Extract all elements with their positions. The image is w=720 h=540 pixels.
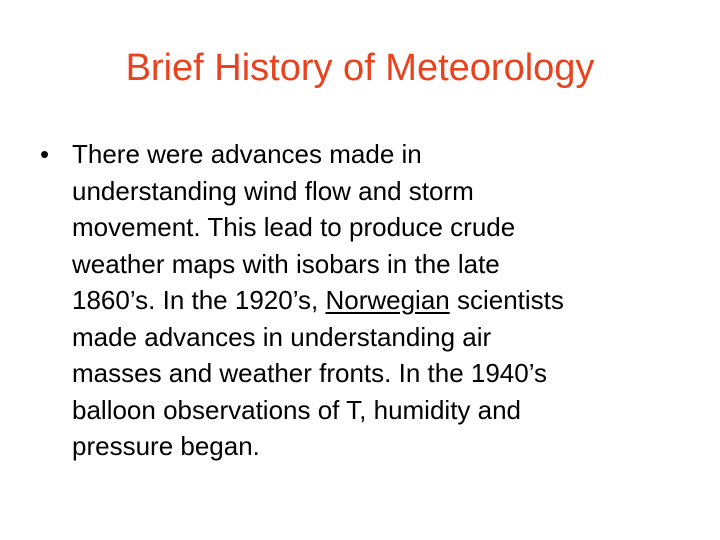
bullet-list [36, 136, 696, 465]
body-line-8: balloon observations of T, humidity and [72, 394, 522, 425]
body-line-7: masses and weather fronts. In the 1940’s [72, 358, 548, 388]
body-line-6: made advances in understanding air [72, 321, 492, 352]
body-line-1: There were advances made in [72, 139, 422, 169]
slide-title: Brief History of Meteorology [125, 47, 595, 89]
norwegian-underlined-text: Norwegian [325, 285, 450, 315]
body-line-2: understanding wind flow and storm [72, 175, 474, 206]
body-line-5-end: scientists [449, 285, 564, 315]
bullet-item [36, 136, 696, 465]
body-line-5 [72, 282, 696, 319]
body-line-3: movement. This lead to produce crude [72, 212, 516, 242]
body-line-4: weather maps with isobars in the late [72, 248, 500, 279]
body-line-5-start: 1860’s. In the 1920’s, [72, 285, 326, 315]
bullet-dot-icon: • [40, 139, 50, 169]
body-line-9: pressure began. [72, 431, 260, 461]
